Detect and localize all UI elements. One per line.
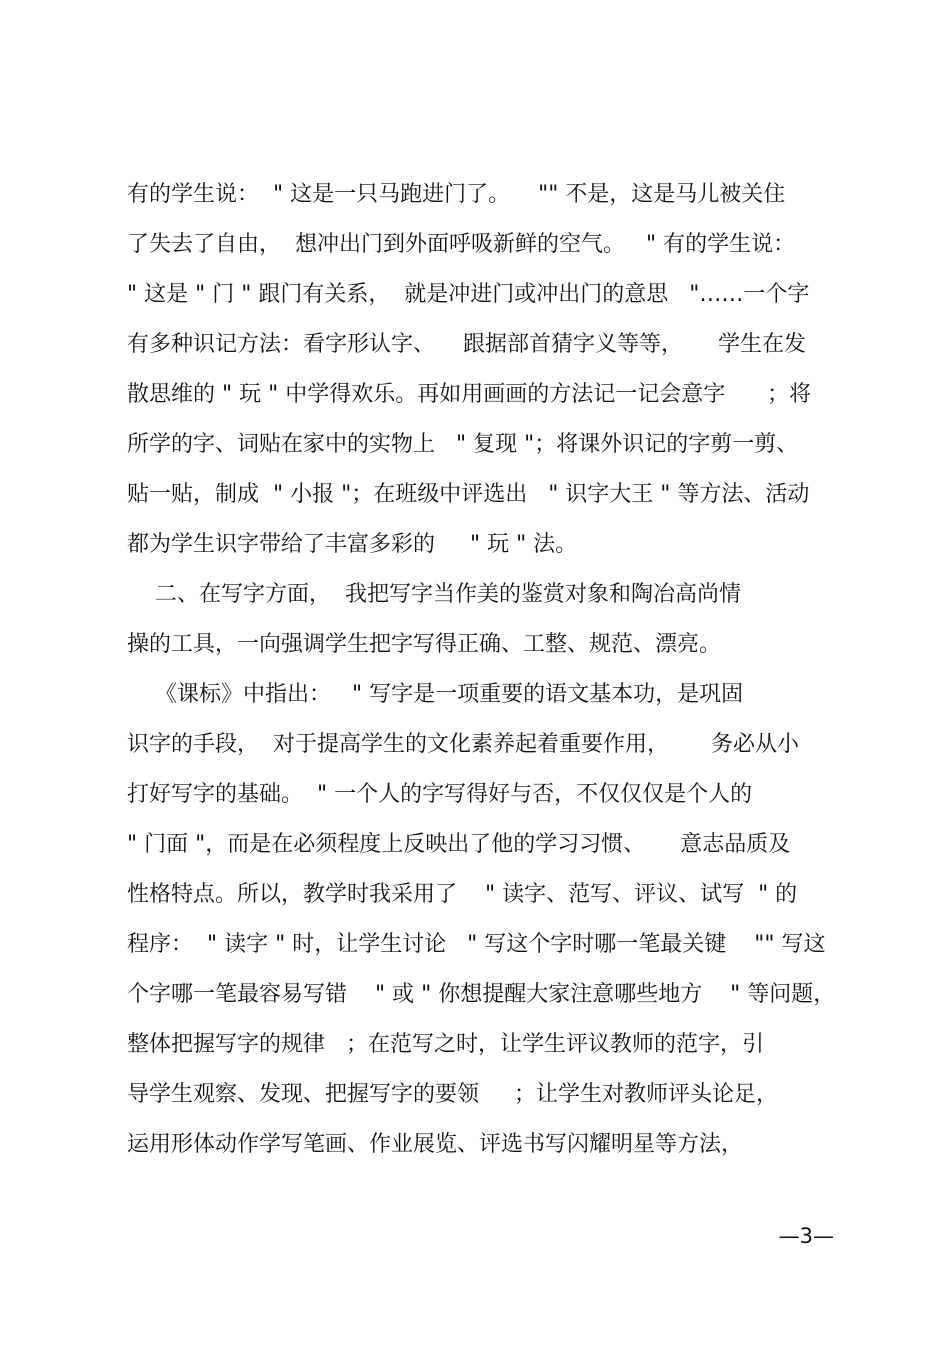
text-line: 有多种识记方法：看字形认字、 跟据部首猜字义等等， 学生在发 [127, 332, 806, 357]
page-number: —3— [778, 1224, 834, 1248]
text-line: 运用形体动作学写笔画、作业展览、评选书写闪耀明星等方法， [127, 1132, 744, 1157]
text-line: " 这是 " 门 " 跟门有关系， 就是冲进门或冲出门的意思 "……一个字 [127, 282, 810, 307]
paragraph-start-line: 《课标》中指出： " 写字是一项重要的语文基本功，是巩固 [127, 682, 744, 707]
text-line: 所学的字、词贴在家中的实物上 " 复现 "；将课外识记的字剪一剪、 [127, 432, 799, 457]
text-line: 性格特点。所以，教学时我采用了 " 读字、范写、评议、试写 " 的 [127, 882, 798, 907]
text-line: 程序： " 读字 " 时，让学生讨论 " 写这个字时哪一笔最关键 "" 写这 [127, 932, 826, 957]
text-line: 打好写字的基础。 " 一个人的字写得好与否，不仅仅仅是个人的 [127, 782, 753, 807]
text-line: 操的工具，一向强调学生把字写得正确、工整、规范、漂亮。 [127, 632, 722, 657]
text-line: 散思维的 " 玩 " 中学得欢乐。再如用画画的方法记一记会意字 ；将 [127, 382, 812, 407]
text-line: 整体把握写字的规律 ；在范写之时，让学生评议教师的范字，引 [127, 1032, 764, 1057]
text-line: 个字哪一笔最容易写错 " 或 " 你想提醒大家注意哪些地方 " 等问题， [127, 982, 836, 1007]
text-line: 了失去了自由， 想冲出门到外面呼吸新鲜的空气。 " 有的学生说： [127, 232, 796, 257]
text-line: 导学生观察、发现、把握写字的要领 ；让学生对教师评头论足， [127, 1082, 778, 1107]
text-line: 贴一贴，制成 " 小报 "；在班级中评选出 " 识字大王 " 等方法、活动 [127, 482, 810, 507]
text-line: 有的学生说： " 这是一只马跑进门了。 "" 不是，这是马儿被关住 [127, 182, 786, 207]
paragraph-start-line: 二、在写字方面， 我把写字当作美的鉴赏对象和陶冶高尚情 [127, 582, 741, 607]
text-line: 都为学生识字带给了丰富多彩的 " 玩 " 法。 [127, 532, 578, 557]
text-line: 识字的手段， 对于提高学生的文化素养起着重要作用， 务必从小 [127, 732, 799, 757]
text-line: " 门面 "，而是在必须程度上反映出了他的学习习惯、 意志品质及 [127, 832, 791, 857]
